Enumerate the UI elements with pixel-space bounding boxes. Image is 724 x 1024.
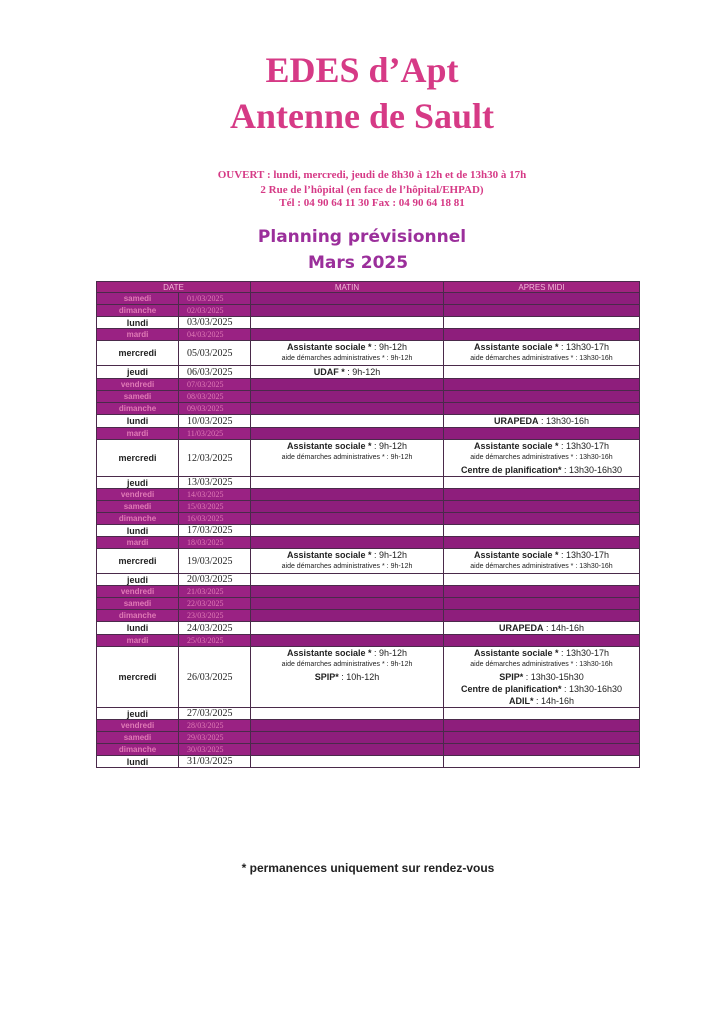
- afternoon-slot: [444, 708, 640, 720]
- morning-slot: [251, 537, 444, 549]
- afternoon-slot: [444, 744, 640, 756]
- row-day: mercredi: [97, 341, 179, 366]
- service-time: : 14h-16h: [533, 696, 575, 706]
- row-day: lundi: [97, 415, 179, 428]
- afternoon-slot: [444, 403, 640, 415]
- slot-entry: [446, 549, 637, 561]
- table-row: [97, 732, 640, 744]
- header-afternoon: APRES MIDI: [444, 282, 640, 293]
- row-day: lundi: [97, 317, 179, 329]
- row-date: 13/03/2025: [179, 477, 251, 489]
- row-day: lundi: [97, 756, 179, 768]
- row-date: 31/03/2025: [179, 756, 251, 768]
- afternoon-slot: [444, 756, 640, 768]
- afternoon-slot: [444, 720, 640, 732]
- row-date: 06/03/2025: [179, 366, 251, 379]
- afternoon-slot: [444, 415, 640, 428]
- opening-hours: OUVERT : lundi, mercredi, jeudi de 8h30 à 12h et de 13h30 à 17h: [217, 169, 527, 181]
- service-time: : 13h30-17h: [558, 342, 610, 352]
- afternoon-slot: [444, 293, 640, 305]
- table-row: [97, 635, 640, 647]
- row-day: dimanche: [97, 403, 179, 415]
- morning-slot: [251, 366, 444, 379]
- table-row: [97, 293, 640, 305]
- service-time: : 14h-16h: [543, 623, 585, 633]
- table-row: [97, 341, 640, 366]
- row-day: dimanche: [97, 610, 179, 622]
- row-day: samedi: [97, 391, 179, 403]
- service-name: Centre de planification*: [460, 465, 562, 475]
- morning-slot: [251, 415, 444, 428]
- row-day: mercredi: [97, 440, 179, 477]
- row-day: jeudi: [97, 708, 179, 720]
- address: 2 Rue de l’hôpital (en face de l’hôpital/EHPAD): [260, 184, 484, 196]
- afternoon-slot: [444, 525, 640, 537]
- table-row: [97, 720, 640, 732]
- table-row: [97, 513, 640, 525]
- row-day: samedi: [97, 501, 179, 513]
- row-day: dimanche: [97, 744, 179, 756]
- row-date: 02/03/2025: [179, 305, 251, 317]
- slot-entry: [253, 671, 441, 683]
- service-name: UDAF *: [313, 367, 345, 377]
- table-row: [97, 574, 640, 586]
- afternoon-slot: [444, 549, 640, 574]
- service-name: ADIL*: [508, 696, 534, 706]
- schedule-rows: [97, 293, 640, 768]
- row-date: 28/03/2025: [179, 720, 251, 732]
- table-row: [97, 440, 640, 477]
- row-date: 11/03/2025: [179, 428, 251, 440]
- row-date: 01/03/2025: [179, 293, 251, 305]
- row-day: mardi: [97, 635, 179, 647]
- afternoon-slot: [444, 391, 640, 403]
- table-row: [97, 610, 640, 622]
- row-date: 18/03/2025: [179, 537, 251, 549]
- row-date: 15/03/2025: [179, 501, 251, 513]
- row-day: mardi: [97, 537, 179, 549]
- morning-slot: [251, 525, 444, 537]
- morning-slot: [251, 598, 444, 610]
- service-time: : 9h-12h: [371, 342, 408, 352]
- slot-detail: aide démarches administratives * : 9h-12h: [281, 661, 413, 668]
- service-time: : 9h-12h: [371, 648, 408, 658]
- morning-slot: [251, 586, 444, 598]
- afternoon-slot: [444, 489, 640, 501]
- slot-entry: [446, 622, 637, 634]
- row-day: vendredi: [97, 720, 179, 732]
- service-time: : 13h30-15h30: [523, 672, 584, 682]
- morning-slot: [251, 622, 444, 635]
- row-day: mercredi: [97, 549, 179, 574]
- morning-slot: [251, 501, 444, 513]
- afternoon-slot: [444, 477, 640, 489]
- morning-slot: [251, 403, 444, 415]
- morning-slot: [251, 720, 444, 732]
- slot-detail: aide démarches administratives * : 9h-12h: [281, 355, 413, 362]
- afternoon-slot: [444, 537, 640, 549]
- morning-slot: [251, 732, 444, 744]
- row-date: 12/03/2025: [179, 440, 251, 477]
- table-row: [97, 415, 640, 428]
- table-header: [97, 282, 640, 293]
- table-row: [97, 329, 640, 341]
- table-row: [97, 477, 640, 489]
- afternoon-slot: [444, 305, 640, 317]
- row-day: jeudi: [97, 477, 179, 489]
- slot-entry: [253, 366, 441, 378]
- service-time: : 10h-12h: [338, 672, 380, 682]
- afternoon-slot: [444, 379, 640, 391]
- slot-entry: [446, 683, 637, 695]
- afternoon-slot: [444, 366, 640, 379]
- slot-entry: [446, 415, 637, 427]
- row-date: 03/03/2025: [179, 317, 251, 329]
- slot-entry: [446, 695, 637, 707]
- service-name: URAPEDA: [498, 623, 544, 633]
- header-date: DATE: [97, 282, 251, 293]
- morning-slot: [251, 549, 444, 574]
- table-row: [97, 403, 640, 415]
- row-date: 22/03/2025: [179, 598, 251, 610]
- service-time: : 13h30-16h30: [561, 684, 623, 694]
- slot-detail: aide démarches administratives * : 13h30-16h: [470, 563, 613, 570]
- morning-slot: [251, 305, 444, 317]
- morning-slot: [251, 293, 444, 305]
- phone-fax: Tél : 04 90 64 11 30 Fax : 04 90 64 18 81: [279, 197, 465, 209]
- table-row: [97, 391, 640, 403]
- row-date: 25/03/2025: [179, 635, 251, 647]
- row-day: vendredi: [97, 586, 179, 598]
- morning-slot: [251, 317, 444, 329]
- table-row: [97, 622, 640, 635]
- table-row: [97, 756, 640, 768]
- slot-entry: [446, 464, 637, 476]
- morning-slot: [251, 477, 444, 489]
- row-day: samedi: [97, 293, 179, 305]
- afternoon-slot: [444, 574, 640, 586]
- slot-entry: [253, 341, 441, 353]
- afternoon-slot: [444, 440, 640, 477]
- service-name: Assistante sociale *: [473, 342, 559, 352]
- service-name: URAPEDA: [493, 416, 539, 426]
- row-date: 04/03/2025: [179, 329, 251, 341]
- service-time: : 13h30-16h30: [561, 465, 623, 475]
- morning-slot: [251, 574, 444, 586]
- slot-entry: [446, 440, 637, 452]
- row-date: 19/03/2025: [179, 549, 251, 574]
- slot-entry: [253, 440, 441, 452]
- afternoon-slot: [444, 586, 640, 598]
- afternoon-slot: [444, 501, 640, 513]
- afternoon-slot: [444, 317, 640, 329]
- afternoon-slot: [444, 622, 640, 635]
- slot-detail: aide démarches administratives * : 9h-12h: [281, 563, 413, 570]
- table-row: [97, 586, 640, 598]
- table-row: [97, 598, 640, 610]
- table-row: [97, 647, 640, 708]
- morning-slot: [251, 489, 444, 501]
- row-date: 30/03/2025: [179, 744, 251, 756]
- table-row: [97, 489, 640, 501]
- row-day: vendredi: [97, 489, 179, 501]
- table-row: [97, 501, 640, 513]
- table-row: [97, 549, 640, 574]
- row-day: samedi: [97, 732, 179, 744]
- row-date: 24/03/2025: [179, 622, 251, 635]
- service-time: : 9h-12h: [371, 441, 408, 451]
- morning-slot: [251, 708, 444, 720]
- morning-slot: [251, 379, 444, 391]
- row-day: samedi: [97, 598, 179, 610]
- table-row: [97, 537, 640, 549]
- service-name: Centre de planification*: [460, 684, 562, 694]
- row-date: 08/03/2025: [179, 391, 251, 403]
- slot-detail: aide démarches administratives * : 13h30-16h: [470, 355, 613, 362]
- planning-title: Planning prévisionnel: [257, 227, 467, 247]
- morning-slot: [251, 391, 444, 403]
- service-name: Assistante sociale *: [473, 550, 559, 560]
- afternoon-slot: [444, 598, 640, 610]
- slot-detail: aide démarches administratives * : 13h30-16h: [470, 454, 613, 461]
- table-row: [97, 744, 640, 756]
- table-row: [97, 428, 640, 440]
- morning-slot: [251, 610, 444, 622]
- morning-slot: [251, 647, 444, 708]
- row-date: 17/03/2025: [179, 525, 251, 537]
- row-day: mercredi: [97, 647, 179, 708]
- row-day: dimanche: [97, 513, 179, 525]
- morning-slot: [251, 635, 444, 647]
- row-date: 07/03/2025: [179, 379, 251, 391]
- row-day: lundi: [97, 622, 179, 635]
- slot-entry: [446, 647, 637, 659]
- row-day: mardi: [97, 428, 179, 440]
- morning-slot: [251, 428, 444, 440]
- header-morning: MATIN: [251, 282, 444, 293]
- morning-slot: [251, 329, 444, 341]
- service-name: Assistante sociale *: [286, 648, 372, 658]
- table-row: [97, 708, 640, 720]
- planning-month: Mars 2025: [307, 253, 409, 273]
- afternoon-slot: [444, 428, 640, 440]
- afternoon-slot: [444, 647, 640, 708]
- schedule-table: [96, 281, 640, 768]
- row-date: 26/03/2025: [179, 647, 251, 708]
- footer-note: * permanences uniquement sur rendez-vous: [241, 861, 495, 875]
- row-date: 16/03/2025: [179, 513, 251, 525]
- afternoon-slot: [444, 341, 640, 366]
- row-date: 10/03/2025: [179, 415, 251, 428]
- service-name: SPIP*: [314, 672, 339, 682]
- morning-slot: [251, 440, 444, 477]
- afternoon-slot: [444, 610, 640, 622]
- table-row: [97, 366, 640, 379]
- service-name: SPIP*: [499, 672, 524, 682]
- service-time: : 13h30-17h: [558, 550, 610, 560]
- row-date: 27/03/2025: [179, 708, 251, 720]
- service-time: : 13h30-16h: [538, 416, 590, 426]
- service-name: Assistante sociale *: [286, 550, 372, 560]
- row-day: jeudi: [97, 574, 179, 586]
- slot-entry: [253, 549, 441, 561]
- morning-slot: [251, 341, 444, 366]
- slot-detail: aide démarches administratives * : 13h30-16h: [470, 661, 613, 668]
- row-day: lundi: [97, 525, 179, 537]
- service-time: : 13h30-17h: [558, 648, 610, 658]
- row-date: 20/03/2025: [179, 574, 251, 586]
- service-name: Assistante sociale *: [473, 441, 559, 451]
- slot-detail: aide démarches administratives * : 9h-12h: [281, 454, 413, 461]
- service-time: : 9h-12h: [371, 550, 408, 560]
- row-date: 21/03/2025: [179, 586, 251, 598]
- morning-slot: [251, 744, 444, 756]
- page-title: EDES d’Apt: [265, 50, 459, 90]
- slot-entry: [446, 341, 637, 353]
- row-date: 29/03/2025: [179, 732, 251, 744]
- table-row: [97, 379, 640, 391]
- afternoon-slot: [444, 513, 640, 525]
- service-time: : 13h30-17h: [558, 441, 610, 451]
- afternoon-slot: [444, 732, 640, 744]
- service-time: : 9h-12h: [344, 367, 381, 377]
- row-date: 14/03/2025: [179, 489, 251, 501]
- slot-entry: [446, 671, 637, 683]
- service-name: Assistante sociale *: [286, 441, 372, 451]
- row-day: mardi: [97, 329, 179, 341]
- row-day: jeudi: [97, 366, 179, 379]
- table-row: [97, 317, 640, 329]
- row-date: 23/03/2025: [179, 610, 251, 622]
- afternoon-slot: [444, 329, 640, 341]
- row-day: dimanche: [97, 305, 179, 317]
- page-subtitle: Antenne de Sault: [229, 96, 495, 136]
- afternoon-slot: [444, 635, 640, 647]
- slot-entry: [253, 647, 441, 659]
- service-name: Assistante sociale *: [286, 342, 372, 352]
- row-day: vendredi: [97, 379, 179, 391]
- morning-slot: [251, 756, 444, 768]
- table-row: [97, 305, 640, 317]
- table-row: [97, 525, 640, 537]
- row-date: 09/03/2025: [179, 403, 251, 415]
- morning-slot: [251, 513, 444, 525]
- service-name: Assistante sociale *: [473, 648, 559, 658]
- row-date: 05/03/2025: [179, 341, 251, 366]
